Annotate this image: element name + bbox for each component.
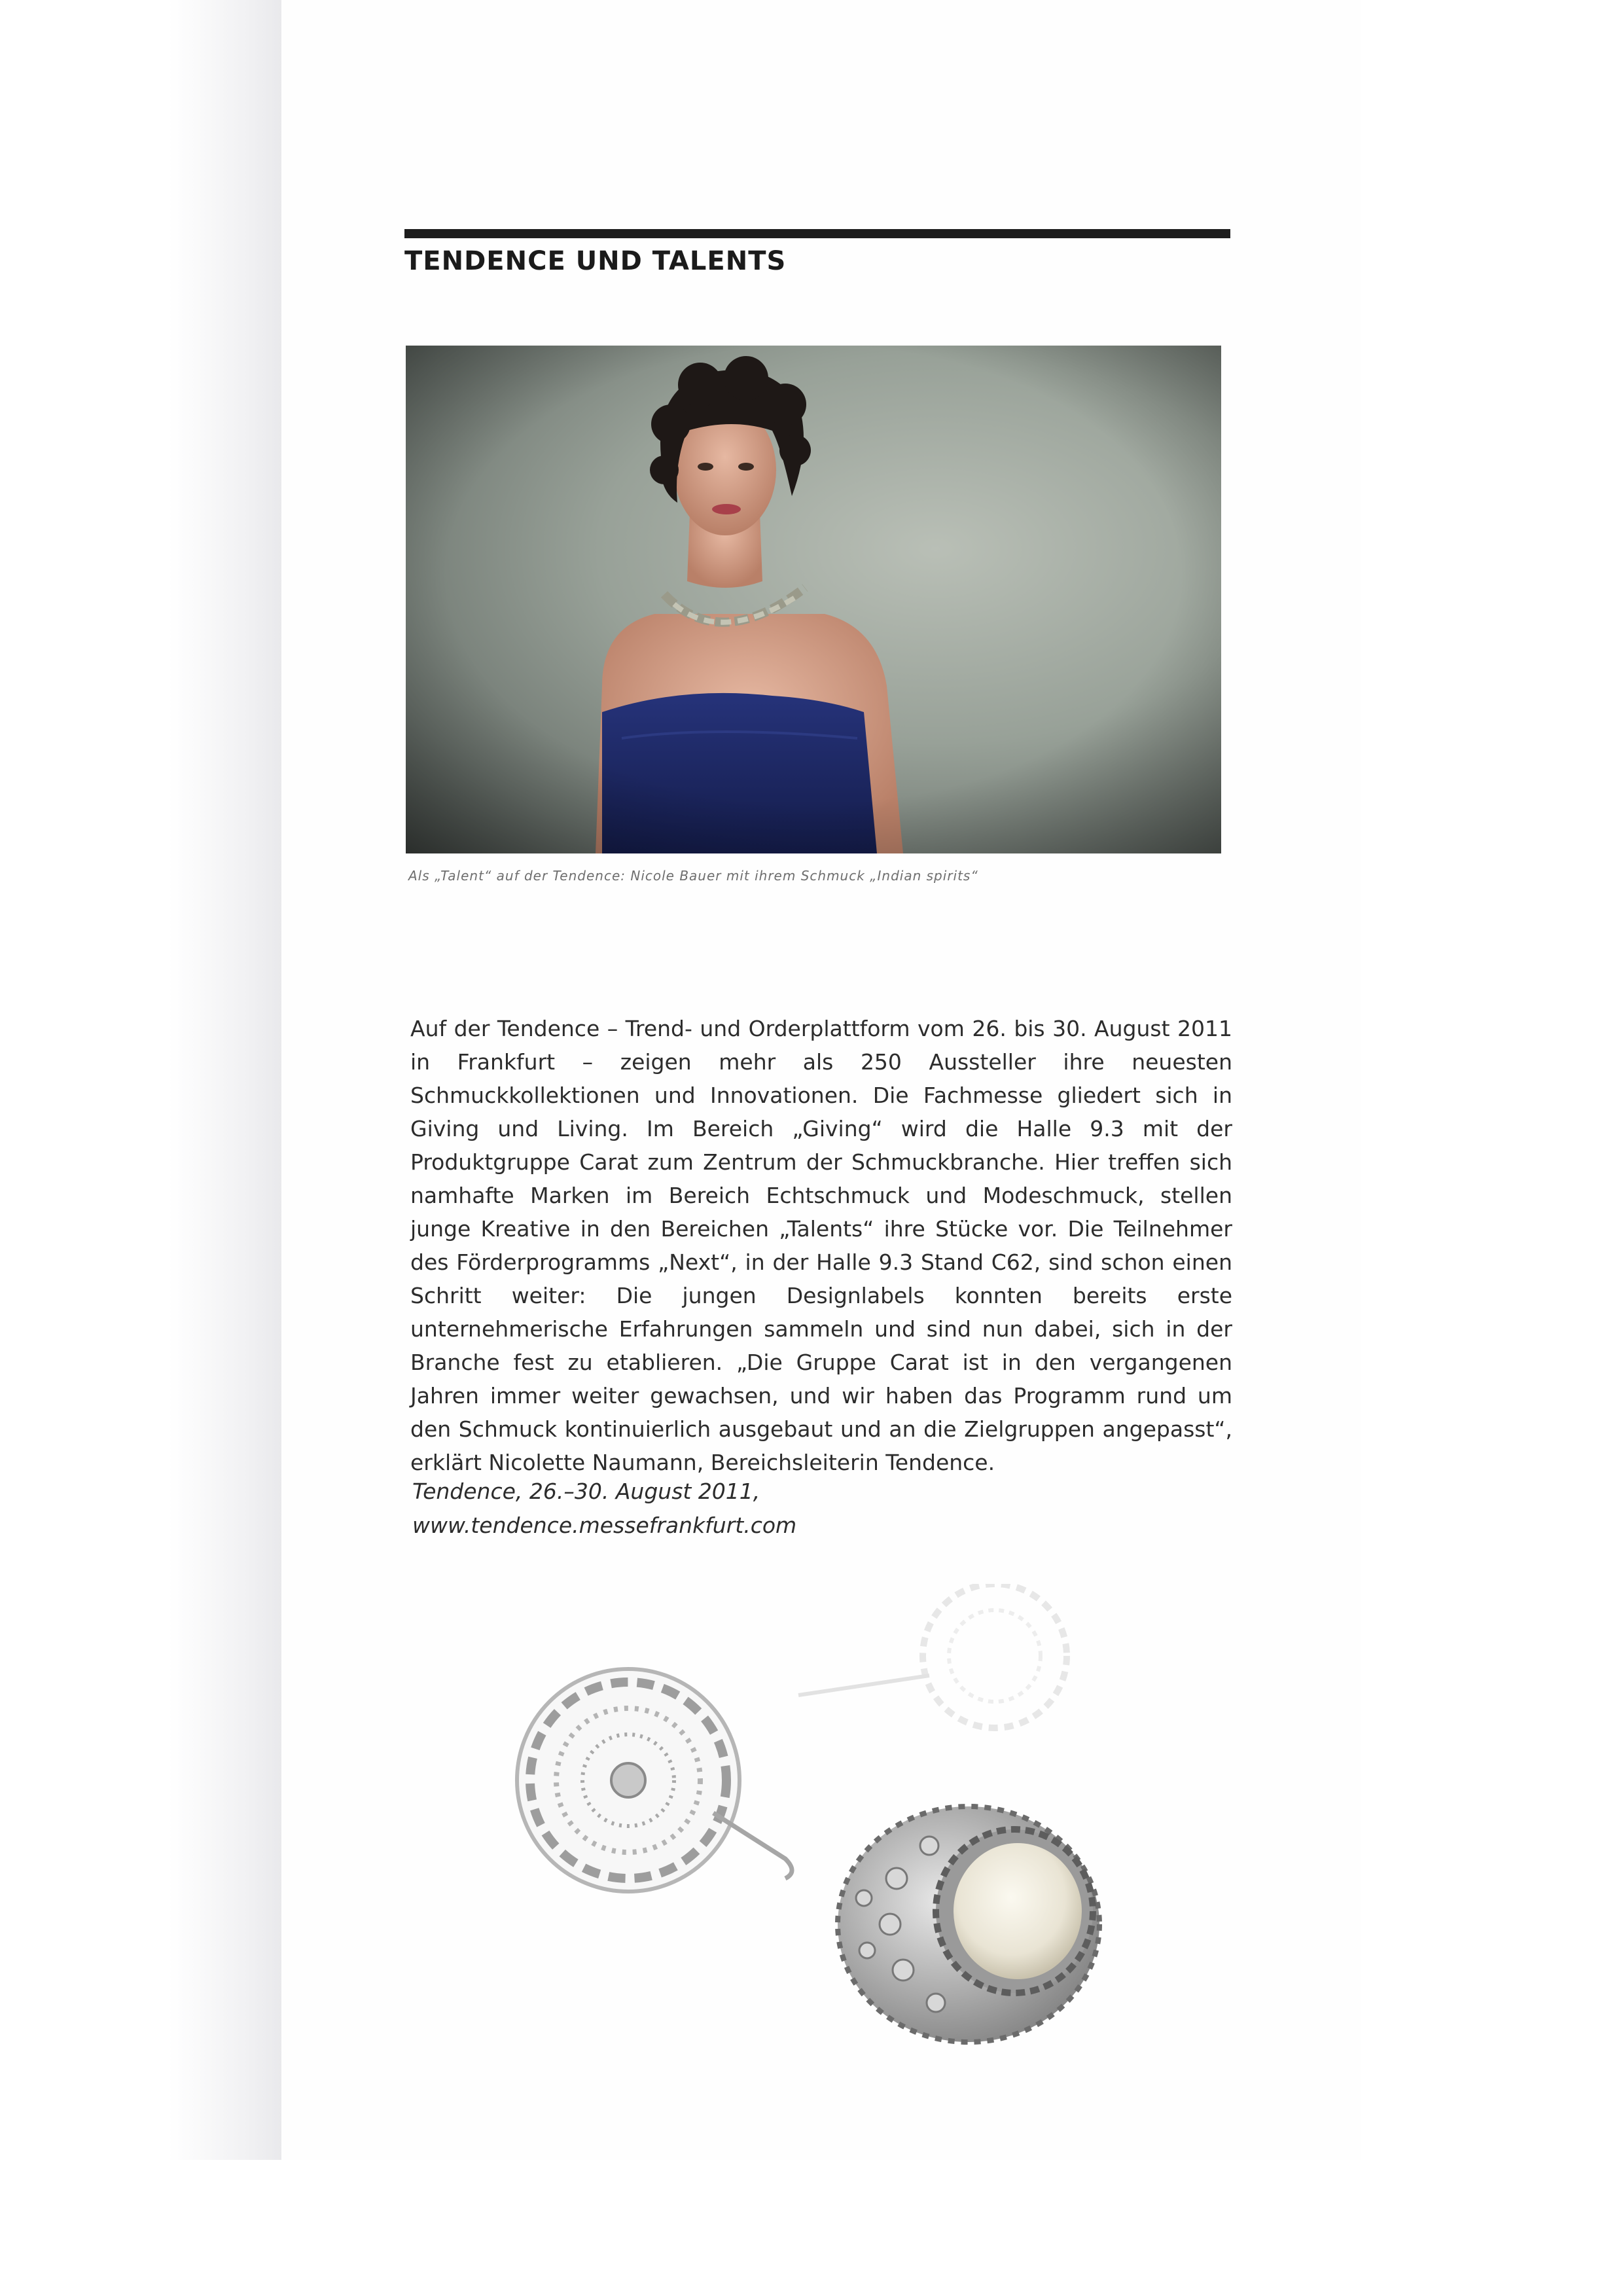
scan-margin-bottom <box>0 2160 281 2296</box>
source-reference <box>412 1475 796 1543</box>
source-event-dates: Tendence, 26.–30. August 2011, <box>412 1479 760 1504</box>
moonstone-ring <box>838 1806 1099 2042</box>
jewelry-photo <box>497 1584 1217 2068</box>
article-heading: TENDENCE UND TALENTS <box>404 246 787 276</box>
source-website: www.tendence.messefrankfurt.com <box>412 1513 797 1538</box>
jewelry-illustration <box>497 1584 1217 2068</box>
portrait-photo <box>406 346 1221 853</box>
front-earring <box>517 1669 792 1892</box>
portrait-illustration <box>406 346 1221 853</box>
back-earring <box>798 1584 1067 1728</box>
article-body: Auf der Tendence – Trend- und Orderplattform vom 26. bis 30. August 2011 in Frankfurt – zeigen mehr als 250 Aussteller ihre neuesten Schmuckkollektionen und Innovationen. Die Fachmesse gliedert sich in Giving und Living. Im Bereich „Giving“ wird die Halle 9.3 mit der Produktgruppe Carat zum Zentrum der Schmuckbranche. Hier treffen sich namhafte Marken im Bereich Echtschmuck und Modeschmuck, stellen junge Kreative in den Bereichen „Talents“ ihre Stücke vor. Die Teilnehmer des Förderprogramms „Next“, in der Halle 9.3 Stand C62, sind schon einen Schritt weiter: Die jungen Designlabels konnten bereits erste unternehmerische Erfahrungen sammeln und sind nun dabei, sich in der Branche fest zu etablieren. „Die Gruppe Carat ist in den vergangenen Jahren immer weiter gewachsen, und wir haben das Programm rund um den Schmuck kontinuierlich ausgebaut und an die Zielgruppen angepasst“, erklärt Nicolette Naumann, Bereichsleiterin Tendence. <box>410 1016 1232 1475</box>
scan-margin-shadow <box>0 0 281 2160</box>
heading-rule <box>404 229 1230 238</box>
photo-caption: Als „Talent“ auf der Tendence: Nicole Bauer mit ihrem Schmuck „Indian spirits“ <box>408 868 978 884</box>
